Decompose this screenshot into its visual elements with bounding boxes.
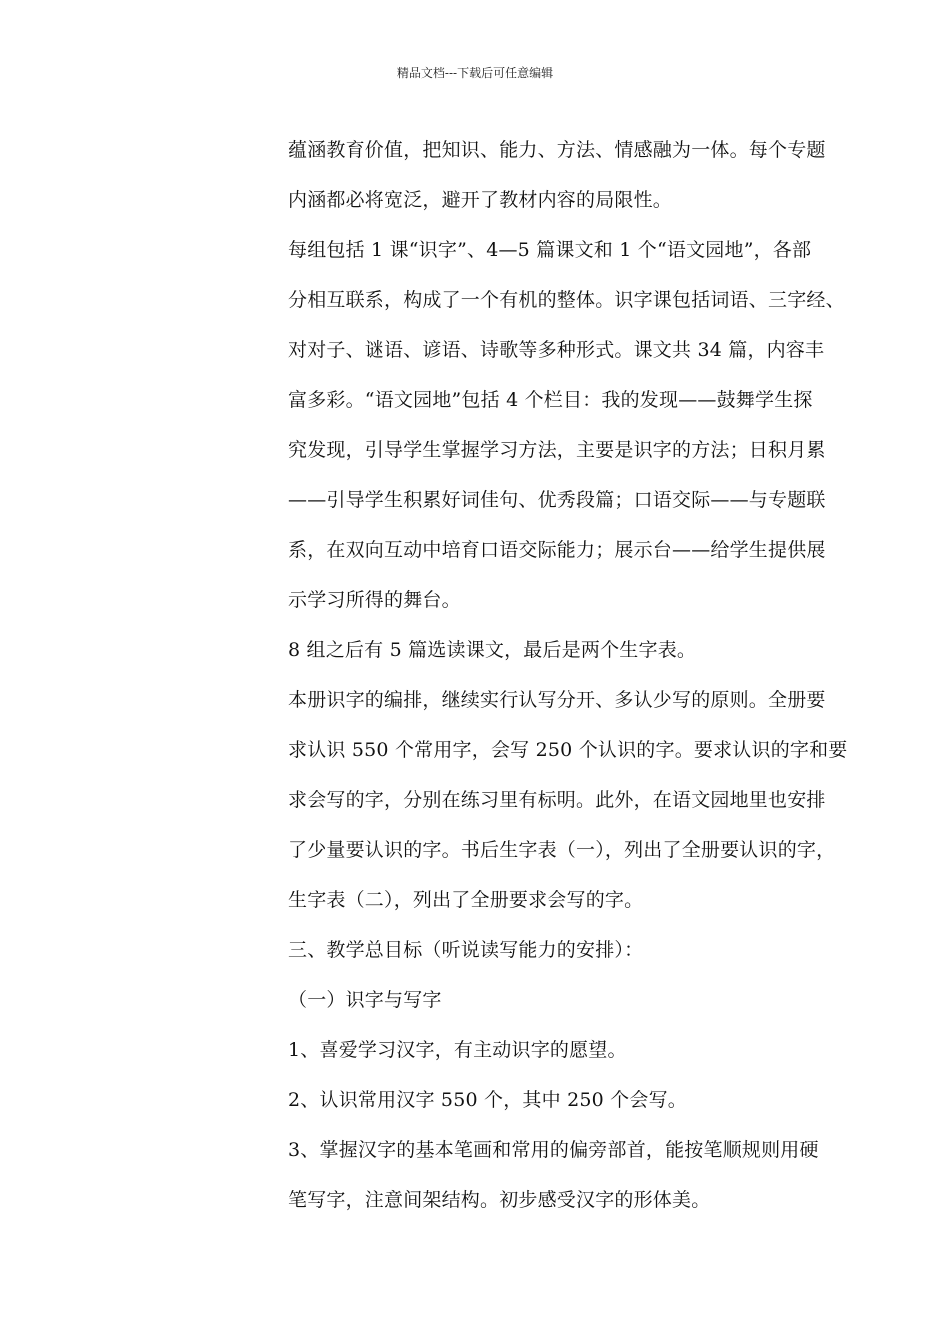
text-line: 富多彩。“语文园地”包括 4 个栏目：我的发现——鼓舞学生探: [288, 389, 813, 411]
list-item: 1、喜爱学习汉字，有主动识字的愿望。: [288, 1039, 627, 1061]
list-item: 2、认识常用汉字 550 个，其中 250 个会写。: [288, 1089, 687, 1111]
text-line: 求会写的字，分别在练习里有标明。此外，在语文园地里也安排: [288, 789, 826, 811]
section-heading: 三、教学总目标（听说读写能力的安排）：: [288, 939, 644, 961]
document-body: [288, 128, 848, 1228]
text-line: 每组包括 1 课“识字”、4—5 篇课文和 1 个“语文园地”，各部: [288, 239, 812, 261]
text-line: 求认识 550 个常用字，会写 250 个认识的字。要求认识的字和要: [288, 739, 848, 761]
text-line: 究发现，引导学生掌握学习方法，主要是识字的方法；日积月累: [288, 439, 826, 461]
list-item: 3、掌握汉字的基本笔画和常用的偏旁部首，能按笔顺规则用硬: [288, 1139, 819, 1161]
text-line: 示学习所得的舞台。: [288, 589, 461, 611]
subsection-heading: （一）识字与写字: [288, 989, 442, 1011]
text-line: 笔写字，注意间架结构。初步感受汉字的形体美。: [288, 1189, 711, 1211]
text-line: 系，在双向互动中培育口语交际能力；展示台——给学生提供展: [288, 539, 826, 561]
text-line: 蕴涵教育价值，把知识、能力、方法、情感融为一体。每个专题: [288, 139, 826, 161]
text-line: 生字表（二），列出了全册要求会写的字。: [288, 889, 644, 911]
page-header: 精品文档---下载后可任意编辑: [396, 66, 554, 80]
text-line: 了少量要认识的字。书后生字表（一），列出了全册要认识的字，: [288, 839, 836, 861]
text-line: 内涵都必将宽泛，避开了教材内容的局限性。: [288, 189, 673, 211]
text-line: 对对子、谜语、谚语、诗歌等多种形式。课文共 34 篇，内容丰: [288, 339, 825, 361]
text-line: 本册识字的编排，继续实行认写分开、多认少写的原则。全册要: [288, 689, 826, 711]
text-line: 分相互联系，构成了一个有机的整体。识字课包括词语、三字经、: [288, 289, 845, 311]
text-line: 8 组之后有 5 篇选读课文，最后是两个生字表。: [288, 639, 697, 661]
text-line: ——引导学生积累好词佳句、优秀段篇；口语交际——与专题联: [288, 489, 826, 511]
